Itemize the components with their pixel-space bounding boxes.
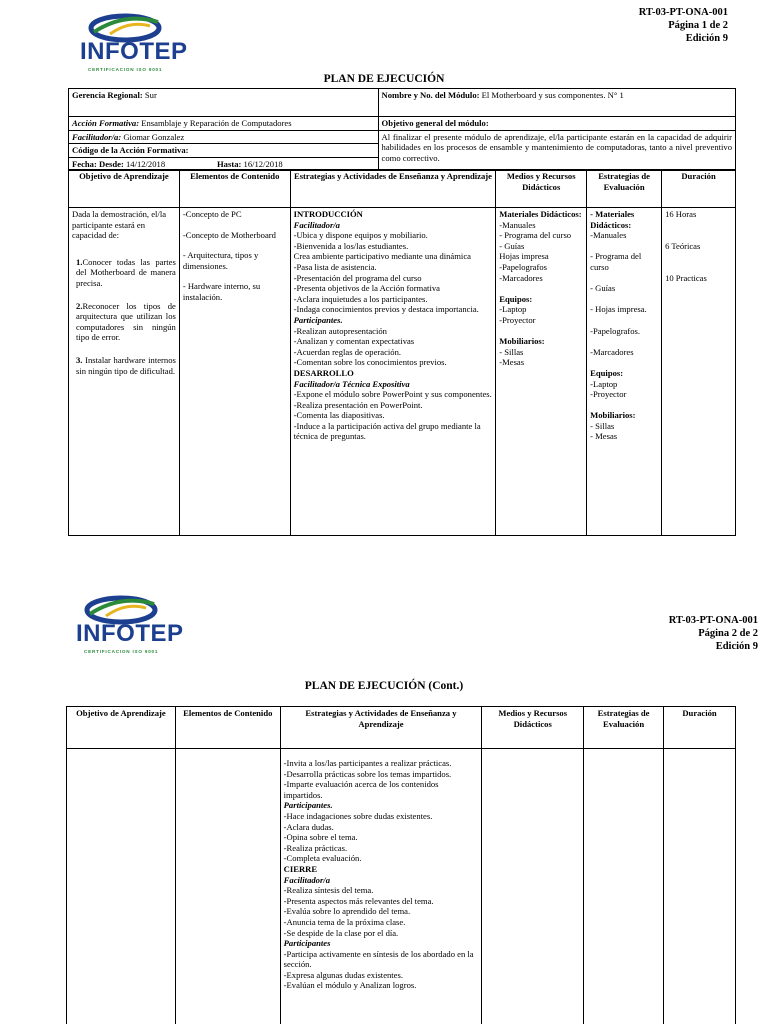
list-line: -Laptop (499, 304, 527, 315)
list-line: -Imparte evaluación acerca de los contenidos impartidos. (283, 779, 439, 800)
list-line: 16 Horas (665, 209, 697, 219)
elemento-item: - Arquitectura, tipos y dimensiones. (182, 250, 259, 271)
evaluacion-cell (584, 749, 664, 1024)
elementos-cell (175, 749, 280, 1024)
list-line (665, 230, 732, 241)
list-line: -Comentan sobre los conocimientos previos. (293, 357, 447, 368)
col-header-medios: Medios y Recursos Didácticos (482, 707, 584, 749)
accion-label: Acción Formativa: (72, 118, 140, 128)
list-line: -Presenta objetivos de la Acción formativa (293, 283, 440, 294)
list-line: -Manuales (590, 230, 627, 241)
page-number: Página 2 de 2 (698, 628, 758, 639)
infotep-logo (78, 10, 188, 72)
list-line: -Se despide de la clase por el día. (283, 927, 399, 938)
codigo-cell (69, 144, 378, 158)
facilitador-value: Giomar Gonzalez (123, 131, 185, 142)
edition: Edición 9 (685, 33, 728, 44)
logo-subtitle: CERTIFICACION ISO 9001 (84, 649, 159, 654)
elemento-item: - Hardware interno, su instalación. (182, 281, 261, 302)
page-title: PLAN DE EJECUCIÓN (Cont.) (304, 680, 464, 692)
list-line: -Anuncia tema de la próxima clase. (283, 916, 406, 927)
list-line: -Completa evaluación. (283, 853, 362, 864)
duracion-cell (662, 208, 736, 536)
accion-value: Ensamblaje y Reparación de Computadores (141, 118, 292, 128)
list-line: -Realiza presentación en PowerPoint. (293, 399, 423, 410)
list-line: -Realizan autopresentación (293, 325, 387, 336)
list-line: -Proyector (590, 389, 627, 400)
list-line: -Participa activamente en síntesis de los abordado en la sección. (283, 948, 474, 970)
list-line: Equipos: (590, 367, 624, 378)
medios-cell (482, 749, 584, 1024)
edition: Edición 9 (715, 641, 758, 652)
objetivo-general-label: Objetivo general del módulo: (381, 118, 489, 128)
objetivo-cell (67, 749, 176, 1024)
plan-table (66, 706, 736, 1024)
list-line: - Materiales Didácticos: (590, 209, 635, 230)
list-line: -Presentación del programa del curso (293, 272, 422, 283)
list-line: -Realiza síntesis del tema. (283, 885, 374, 896)
list-line: - Sillas (499, 346, 524, 357)
objetivo-item: 2.Reconocer los tipos de arquitectura que utilizan los computadores sin ningún tipo de error. (76, 300, 176, 343)
desde-value: 14/12/2018 (125, 158, 166, 169)
infotep-logo (74, 592, 184, 654)
list-line (590, 241, 658, 252)
elemento-item: -Concepto de PC (182, 209, 242, 219)
list-line: -Comenta las diapositivas. (293, 410, 385, 421)
list-line: Facilitador/a (283, 874, 330, 885)
list-line: Materiales Didácticos: (499, 209, 582, 219)
accion-cell (69, 117, 379, 131)
list-line: -Expone el módulo sobre PowerPoint y sus componentes. (293, 389, 492, 400)
list-line: -Induce a la participación activa del grupo mediante la técnica de preguntas. (293, 420, 481, 442)
col-header-evaluacion: Estrategias de Evaluación (584, 707, 664, 749)
objetivo-general-header (378, 117, 735, 131)
gerencia-value: Sur (144, 90, 157, 100)
list-line: -Opina sobre el tema. (283, 832, 358, 843)
list-line: -Presenta aspectos más relevantes del tema. (283, 895, 434, 906)
list-line: -Realiza prácticas. (283, 842, 348, 853)
col-header-elementos: Elementos de Contenido (175, 707, 280, 749)
hasta-label: Hasta: (217, 158, 242, 169)
duracion-cell (664, 749, 736, 1024)
col-header-elementos: Elementos de Contenido (179, 170, 290, 208)
list-line: -Invita a los/las participantes a realizar prácticas. (283, 758, 452, 768)
list-line (665, 251, 732, 262)
list-line: Facilitador/a Técnica Expositiva (293, 378, 410, 389)
estrategias-cell (290, 208, 496, 536)
list-line: Mobiliarios: (590, 410, 636, 421)
list-line: -Manuales (499, 219, 536, 230)
list-line: - Mesas (590, 431, 618, 442)
list-line: Hojas impresa (499, 251, 549, 262)
doc-header-right (568, 6, 728, 45)
list-line: 6 Teóricas (665, 240, 701, 251)
list-line: Participantes (283, 938, 331, 949)
col-header-evaluacion: Estrategias de Evaluación (587, 170, 662, 208)
col-header-medios: Medios y Recursos Didácticos (496, 170, 587, 208)
list-line: - Guías (590, 283, 616, 294)
page-number: Página 1 de 2 (668, 20, 728, 31)
list-line (590, 336, 658, 347)
list-line: - Hojas impresa. (590, 304, 647, 315)
list-line: INTRODUCCIÓN (293, 209, 363, 219)
medios-cell (496, 208, 587, 536)
doc-code: RT-03-PT-ONA-001 (638, 7, 728, 18)
list-line: -Aclara inquietudes a los participantes. (293, 293, 428, 304)
list-line: - Sillas (590, 420, 615, 431)
facilitador-cell (69, 131, 378, 145)
modulo-cell (378, 89, 735, 117)
codigo-label: Código de la Acción Formativa: (72, 145, 189, 156)
list-line: Crea ambiente participativo mediante una dinámica (293, 251, 471, 262)
estrategias-cell (280, 749, 482, 1024)
list-line: 10 Practicas (665, 272, 707, 283)
list-line (590, 273, 658, 284)
page-title: PLAN DE EJECUCIÓN (323, 73, 445, 85)
modulo-value: El Motherboard y sus componentes. N° 1 (481, 90, 624, 100)
list-line: - Programa del curso (499, 230, 572, 241)
objetivo-item: 3. Instalar hardware internos sin ningún tipo de dificultad. (76, 354, 176, 376)
desde-label: Desde: (98, 158, 124, 169)
list-line (665, 262, 732, 273)
hasta-value: 16/12/2018 (243, 158, 283, 169)
list-line: - Guías (499, 240, 525, 251)
page-2 (0, 586, 768, 1024)
list-line: -Marcadores (590, 346, 634, 357)
list-line: Mobiliarios: (499, 336, 545, 347)
list-line: -Indaga conocimientos previos y destaca importancia. (293, 304, 479, 315)
list-line: -Proyector (499, 314, 536, 325)
list-line: -Mesas (499, 357, 525, 368)
facilitador-stack (69, 130, 379, 171)
list-line: -Marcadores (499, 272, 543, 283)
list-line: -Hace indagaciones sobre dudas existentes. (283, 810, 433, 821)
list-line: Facilitador/a (293, 219, 340, 230)
logo-subtitle: CERTIFICACION ISO 9001 (88, 67, 163, 72)
list-line (590, 400, 658, 411)
list-line: -Pasa lista de asistencia. (293, 261, 377, 272)
objetivo-general-value: Al finalizar el presente módulo de aprendizaje, el/la participante estarán en la capacidad de adquirir habilidades en los procesos de ensamble y mantenimiento de computadoras, tanto a nivel preventivo como correctivo. (378, 130, 735, 171)
list-line: - Programa del curso (590, 251, 642, 272)
list-line (590, 357, 658, 368)
list-line: Participantes. (283, 800, 333, 811)
doc-code: RT-03-PT-ONA-001 (668, 615, 758, 626)
list-line: DESARROLLO (293, 367, 354, 378)
list-line (590, 294, 658, 305)
col-header-estrategias: Estrategias y Actividades de Enseñanza y Aprendizaje (290, 170, 496, 208)
list-line: -Aclara dudas. (283, 821, 334, 832)
modulo-label: Nombre y No. del Módulo: (381, 90, 480, 100)
list-line: -Bienvenida a los/las estudiantes. (293, 240, 409, 251)
gerencia-cell (69, 89, 379, 117)
facilitador-label: Facilitador/a: (72, 131, 122, 142)
list-line: Equipos: (499, 293, 533, 304)
list-line: -Acuerdan reglas de operación. (293, 346, 402, 357)
info-table (68, 88, 736, 171)
list-line: -Papelografos. (590, 325, 641, 336)
logo-name: INFOTEP (80, 38, 188, 65)
list-line: -Ubica y dispone equipos y mobiliario. (293, 230, 428, 241)
elementos-cell (179, 208, 290, 536)
list-line: -Expresa algunas dudas existentes. (283, 969, 403, 980)
plan-table (68, 169, 736, 536)
list-line (665, 220, 732, 231)
list-line: -Desarrolla prácticas sobre los temas impartidos. (283, 768, 452, 779)
logo-name: INFOTEP (76, 620, 184, 647)
elemento-item: -Concepto de Motherboard (182, 229, 276, 240)
list-line: -Papelografos (499, 261, 547, 272)
objetivo-intro: Dada la demostración, el/la participante estará en capacidad de: (72, 209, 167, 241)
fecha-label: Fecha: (72, 158, 97, 169)
list-line: Participantes. (293, 314, 343, 325)
gerencia-label: Gerencia Regional: (72, 90, 143, 100)
col-header-objetivo: Objetivo de Aprendizaje (67, 707, 176, 749)
list-line: -Evalúa sobre lo aprendido del tema. (283, 906, 411, 917)
col-header-objetivo: Objetivo de Aprendizaje (69, 170, 180, 208)
doc-header-right (598, 614, 758, 653)
col-header-estrategias: Estrategias y Actividades de Enseñanza y Aprendizaje (280, 707, 482, 749)
objetivo-cell (69, 208, 180, 536)
list-line (499, 283, 583, 294)
list-line: -Analizan y comentan expectativas (293, 336, 415, 347)
list-line (499, 326, 583, 337)
list-line (590, 315, 658, 326)
col-header-duracion: Duración (662, 170, 736, 208)
list-line: CIERRE (283, 863, 318, 874)
objetivo-item: 1.Conocer todas las partes del Motherboard de manera precisa. (76, 256, 176, 288)
col-header-duracion: Duración (664, 707, 736, 749)
list-line: -Evalúan el módulo y Analizan logros. (283, 980, 417, 991)
list-line: -Laptop (590, 378, 618, 389)
evaluacion-cell (587, 208, 662, 536)
